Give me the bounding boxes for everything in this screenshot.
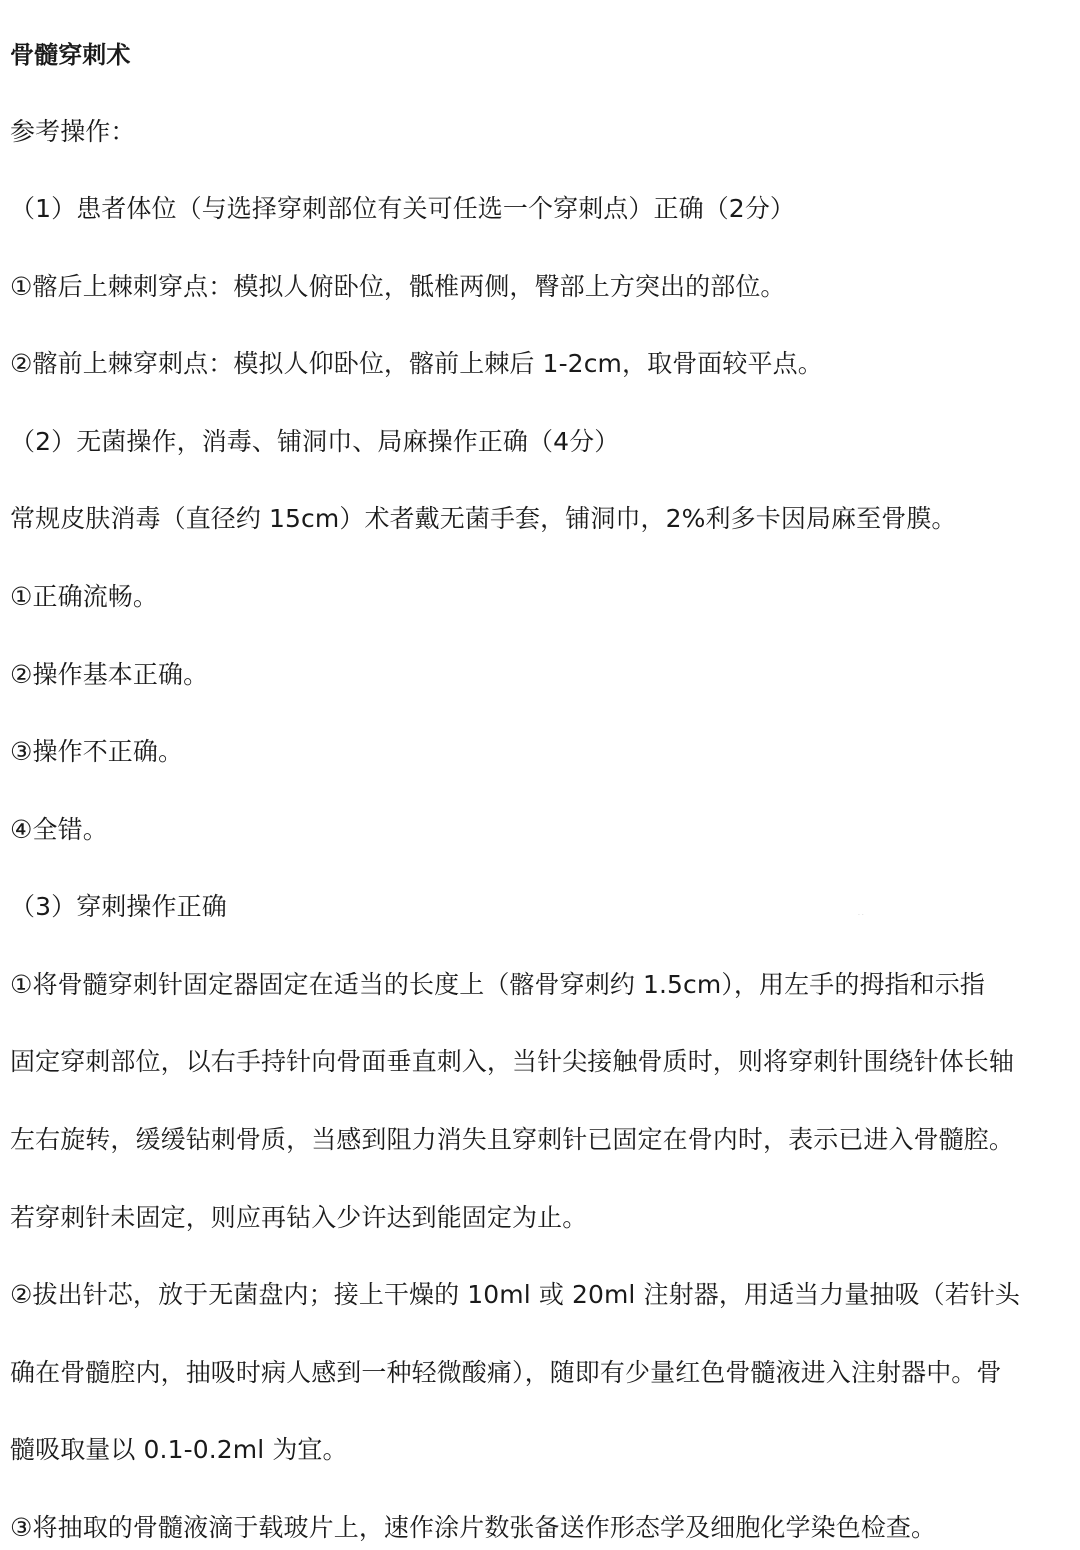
section-heading-position: （1）患者体位（与选择穿刺部位有关可任选一个穿刺点）正确（2分） xyxy=(10,194,796,223)
text-line: ②操作基本正确。 xyxy=(10,660,209,689)
text-line: 若穿刺针未固定，则应再钻入少许达到能固定为止。 xyxy=(10,1203,588,1232)
section-heading-puncture: （3）穿刺操作正确 xyxy=(10,892,227,921)
scan-artifact: · · xyxy=(858,912,864,919)
text-line: ①将骨髓穿刺针固定器固定在适当的长度上（髂骨穿刺约 1.5cm），用左手的拇指和示指 xyxy=(10,970,985,999)
text-line: ③将抽取的骨髓液滴于载玻片上，速作涂片数张备送作形态学及细胞化学染色检查。 xyxy=(10,1513,937,1542)
text-line: 左右旋转，缓缓钻刺骨质，当感到阻力消失且穿刺针已固定在骨内时，表示已进入骨髓腔。 xyxy=(10,1125,1015,1154)
text-line: ②拔出针芯，放于无菌盘内；接上干燥的 10ml 或 20ml 注射器，用适当力量抽吸（若针头 xyxy=(10,1280,1021,1309)
text-line: ④全错。 xyxy=(10,815,108,844)
text-line: 固定穿刺部位，以右手持针向骨面垂直刺入，当针尖接触骨质时，则将穿刺针围绕针体长轴 xyxy=(10,1047,1015,1076)
text-line: 确在骨髓腔内，抽吸时病人感到一种轻微酸痛），随即有少量红色骨髓液进入注射器中。骨 xyxy=(10,1358,1002,1387)
text-line: ③操作不正确。 xyxy=(10,737,184,766)
section-intro: 参考操作： xyxy=(10,117,136,146)
text-line: 髓吸取量以 0.1-0.2ml 为宜。 xyxy=(10,1435,348,1464)
text-line: 常规皮肤消毒（直径约 15cm）术者戴无菌手套，铺洞巾，2%利多卡因局麻至骨膜。 xyxy=(10,504,957,533)
section-heading-sterile: （2）无菌操作，消毒、铺洞巾、局麻操作正确（4分） xyxy=(10,427,620,456)
text-line: ①正确流畅。 xyxy=(10,582,159,611)
text-line: ②髂前上棘穿刺点：模拟人仰卧位，髂前上棘后 1-2cm，取骨面较平点。 xyxy=(10,349,823,378)
text-line: ①髂后上棘刺穿点：模拟人俯卧位，骶椎两侧，臀部上方突出的部位。 xyxy=(10,272,786,301)
document-title: 骨髓穿刺术 xyxy=(10,41,131,69)
